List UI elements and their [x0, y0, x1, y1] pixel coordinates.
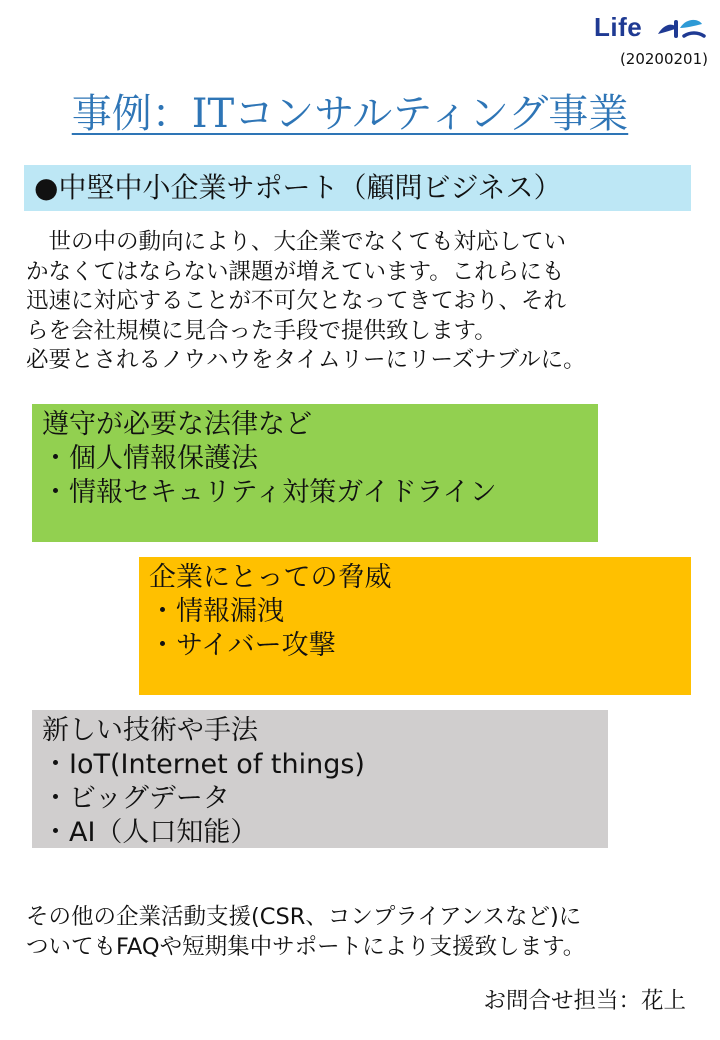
- bullet-dot: ●: [34, 171, 59, 204]
- intro-line: らを会社規模に見合った手段で提供致します。: [26, 317, 497, 344]
- intro-line: かなくてはならない課題が増えています。これらにも: [26, 258, 565, 285]
- intro-line: 必要とされるノウハウをタイムリーにリーズナブルに。: [26, 347, 586, 373]
- outro-line: ついてもFAQや短期集中サポートにより支援致します。: [26, 934, 586, 960]
- threats-item: ・情報漏洩: [149, 596, 284, 627]
- laws-item: ・情報セキュリティ対策ガイドライン: [42, 477, 497, 508]
- tech-box: [32, 710, 608, 848]
- leaf-sprout-icon: [654, 16, 706, 40]
- tech-item: ・AI（人口知能）: [42, 817, 258, 848]
- company-logo: [594, 12, 706, 42]
- section-heading: 中堅中小企業サポート（顧問ビジネス）: [58, 171, 562, 204]
- contact-person: お問合せ担当：花上: [483, 988, 686, 1014]
- threats-box: [139, 557, 691, 695]
- tech-item: ・IoT(Internet of things): [42, 749, 365, 780]
- threats-item: ・サイバー攻撃: [149, 630, 336, 661]
- threats-heading: 企業にとっての脅威: [149, 562, 392, 593]
- laws-heading: 遵守が必要な法律など: [42, 409, 312, 440]
- intro-line: 迅速に対応することが不可欠となってきており、それ: [26, 288, 567, 314]
- logo-text: Life: [594, 12, 643, 42]
- outro-line: その他の企業活動支援(CSR、コンプライアンスなど)に: [26, 904, 582, 930]
- tech-heading: 新しい技術や手法: [42, 715, 258, 746]
- section-header: [24, 165, 691, 211]
- tech-item: ・ビッグデータ: [42, 783, 230, 814]
- outro-paragraph: [26, 902, 706, 962]
- date-code: (20200201): [619, 50, 708, 68]
- intro-paragraph: [26, 228, 696, 376]
- laws-box: [32, 404, 598, 542]
- intro-line: 世の中の動向により、大企業でなくても対応してい: [26, 229, 567, 255]
- page-title: 事例：ITコンサルティング事業: [71, 91, 629, 137]
- laws-item: ・個人情報保護法: [42, 443, 258, 474]
